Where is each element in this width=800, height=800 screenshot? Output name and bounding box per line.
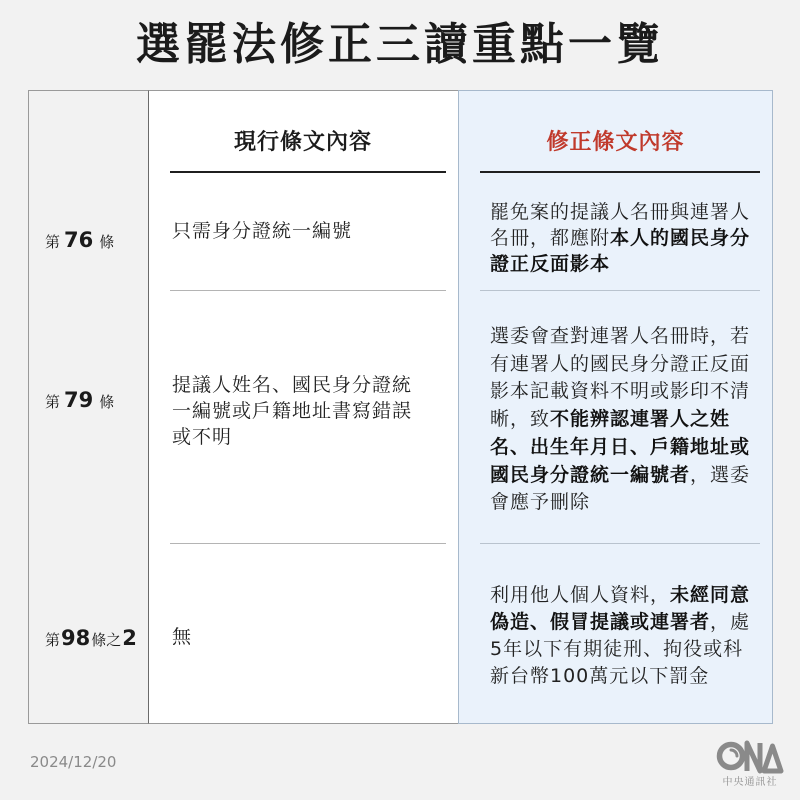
article-subnumber: 2 xyxy=(122,626,137,650)
amended-line xyxy=(490,582,750,609)
article-suffix: 條 xyxy=(99,233,115,251)
row-divider xyxy=(170,290,446,291)
article-prefix: 第 xyxy=(45,233,61,251)
text-segment: ，處 xyxy=(710,611,751,633)
current-column-header: 現行條文內容 xyxy=(233,130,372,155)
emphasis-segment: 名、出生年月日、戶籍地址或 xyxy=(490,435,751,458)
amended-line xyxy=(490,351,750,379)
text-segment: 名冊，都應附 xyxy=(490,227,611,249)
amended-line xyxy=(490,406,750,434)
amended-text-article-76 xyxy=(490,199,750,277)
publish-date: 2024/12/20 xyxy=(30,753,117,771)
amended-header-underline xyxy=(480,171,760,173)
amended-column-header: 修正條文內容 xyxy=(546,130,685,155)
page-title: 選罷法修正三讀重點一覽 xyxy=(136,19,664,70)
text-segment: 有連署人的國民身分證正反面 xyxy=(490,352,751,375)
article-number: 76 xyxy=(64,228,94,252)
current-line: 只需身分證統一編號 xyxy=(172,220,353,242)
current-header-underline xyxy=(170,171,446,173)
amended-text-article-79 xyxy=(490,323,750,517)
amended-line xyxy=(490,434,750,462)
current-line: 無 xyxy=(172,626,193,648)
article-label-76 xyxy=(45,226,114,254)
amended-line xyxy=(490,462,750,490)
amended-line xyxy=(490,636,750,663)
row-divider xyxy=(170,543,446,544)
amended-line xyxy=(490,489,750,517)
amended-line xyxy=(490,225,750,251)
text-segment: 影本記載資料不明或影印不清 xyxy=(490,380,751,403)
cna-wordmark-icon xyxy=(716,735,784,775)
article-label-79 xyxy=(45,386,114,414)
emphasis-segment: 證正反面影本 xyxy=(490,253,611,275)
cna-logo xyxy=(716,735,784,791)
article-number: 98 xyxy=(61,626,91,650)
amended-line xyxy=(490,251,750,277)
current-text-article-79 xyxy=(172,372,412,450)
article-label-98-2 xyxy=(45,624,138,652)
article-suffix: 條 xyxy=(99,393,115,411)
amended-text-article-98-2 xyxy=(490,582,750,690)
current-line: 一編號或戶籍地址書寫錯誤 xyxy=(172,400,413,422)
text-segment: 晰，致 xyxy=(490,408,551,431)
text-segment: 罷免案的提議人名冊與連署人 xyxy=(490,201,751,223)
current-line: 或不明 xyxy=(172,426,233,448)
article-prefix: 第 xyxy=(45,393,61,411)
emphasis-segment: 本人的國民身分 xyxy=(610,227,751,249)
current-text-article-76 xyxy=(172,218,352,245)
emphasis-segment: 未經同意 xyxy=(670,584,751,606)
emphasis-segment: 國民身分證統一編號者 xyxy=(490,463,691,486)
agency-name: 中央通訊社 xyxy=(722,777,778,788)
text-segment: 會應予刪除 xyxy=(490,491,591,514)
amended-line xyxy=(490,199,750,225)
amended-line xyxy=(490,323,750,351)
article-number: 79 xyxy=(64,388,94,412)
amended-line xyxy=(490,378,750,406)
amended-line xyxy=(490,663,750,690)
current-text-article-98-2 xyxy=(172,624,192,651)
current-line: 提議人姓名、國民身分證統 xyxy=(172,374,413,396)
text-segment: 5年以下有期徒刑、拘役或科 xyxy=(490,638,744,660)
emphasis-segment: 偽造、假冒提議或連署者 xyxy=(490,611,711,633)
amended-line xyxy=(490,609,750,636)
text-segment: 利用他人個人資料， xyxy=(490,584,671,606)
emphasis-segment: 不能辨認連署人之姓 xyxy=(550,408,731,431)
row-divider xyxy=(480,543,760,544)
row-divider xyxy=(480,290,760,291)
text-segment: 新台幣100萬元以下罰金 xyxy=(490,665,710,687)
article-prefix: 第 xyxy=(45,631,61,649)
text-segment: 選委會查對連署人名冊時，若 xyxy=(490,325,751,347)
article-suffix: 條之 xyxy=(91,631,122,649)
text-segment: ，選委 xyxy=(690,463,751,486)
